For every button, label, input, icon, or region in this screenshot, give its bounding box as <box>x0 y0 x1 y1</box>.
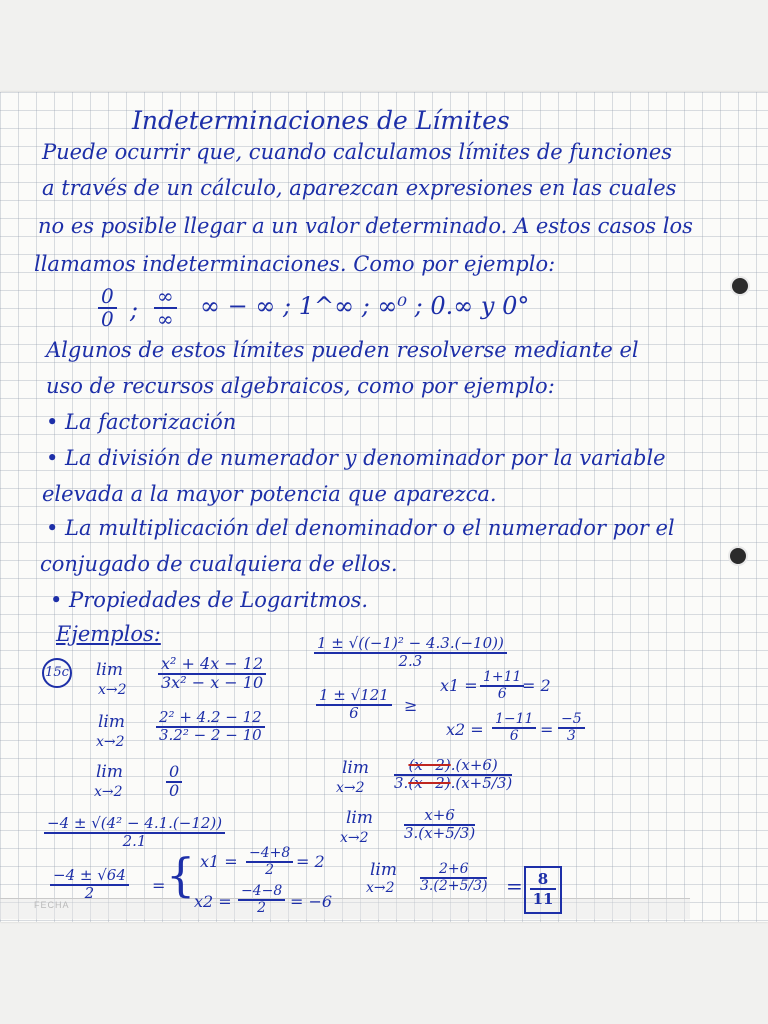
paragraph-line: no es posible llegar a un valor determinado. A estos casos los <box>38 214 693 238</box>
footer-date-label: FECHA <box>34 900 70 910</box>
exercise-number: 15c <box>42 658 72 688</box>
limit-expression: $\frac{\text{x² + 4x − 12}}{\text{3x² − x − 10}}$ <box>158 656 266 692</box>
lim-label: lim <box>342 758 369 778</box>
root-fraction: $\frac{-4-8}{2}$ <box>238 884 285 915</box>
bullet-item: • La multiplicación del denominador o el numerador por el <box>46 516 675 540</box>
form-zero-over-zero: $\frac{0}{0}$ <box>98 286 117 330</box>
factored-limit: $\frac{(x-2).(x+6)}{3.(x-2).(x+5/3)}$ <box>394 756 513 792</box>
quadratic-formula-left: $\frac{\text{−4 ± √(4² − 4.1.(−12))}}{2.1}$ <box>44 816 225 850</box>
page-title: Indeterminaciones de Límites <box>132 106 510 135</box>
binder-hole <box>728 546 748 566</box>
equals-sign: = <box>152 876 166 895</box>
lim-subscript: x→2 <box>96 734 125 750</box>
binder-hole <box>730 276 750 296</box>
approx-sign: ≥ <box>404 696 418 715</box>
root-fraction: $\frac{1-11}{6}$ <box>492 712 536 743</box>
lim-label: lim <box>96 660 123 680</box>
root-value: = 2 <box>522 676 551 695</box>
lim-subscript: x→2 <box>336 780 365 796</box>
form-separator: ; <box>130 296 139 324</box>
bullet-continuation: elevada a la mayor potencia que aparezca. <box>42 482 497 506</box>
lim-subscript: x→2 <box>98 682 127 698</box>
paragraph-line: Algunos de estos límites pueden resolverse mediante el <box>46 338 639 362</box>
root-label: x2 = <box>194 892 232 911</box>
sqrt-step-right: $\frac{1 \pm √121}{6}$ <box>316 688 392 722</box>
bullet-item: • La división de numerador y denominador por la variable <box>46 446 666 470</box>
paragraph-line: llamamos indeterminaciones. Como por ejemplo: <box>34 252 556 276</box>
root-value-fraction: $\frac{-5}{3}$ <box>558 712 585 743</box>
simplified-limit: $\frac{x+6}{3.(x+5/3)}$ <box>404 806 476 842</box>
limit-substitution: $\frac{\text{2² + 4.2 − 12}}{\text{3.2² − 2 − 10}}$ <box>156 710 265 744</box>
examples-heading: Ejemplos: <box>56 622 161 646</box>
root-label: x2 = <box>446 720 484 739</box>
bullet-continuation: conjugado de cualquiera de ellos. <box>40 552 398 576</box>
lim-label: lim <box>370 860 397 880</box>
root-value: = −6 <box>290 892 333 911</box>
boxed-answer: 8 11 <box>524 866 562 914</box>
lim-subscript: x→2 <box>366 880 395 896</box>
root-label: x1 = <box>440 676 478 695</box>
root-fraction: $\frac{-4+8}{2}$ <box>246 846 293 877</box>
evaluated-limit: $\frac{2+6}{3.(2+5/3)}$ <box>420 861 488 894</box>
bullet-item: • La factorización <box>46 410 237 434</box>
brace: { <box>166 848 196 902</box>
sqrt-step-left: $\frac{-4 \pm √64}{2}$ <box>50 868 129 902</box>
lim-label: lim <box>346 808 373 828</box>
paragraph-line: Puede ocurrir que, cuando calculamos límites de funciones <box>42 140 673 164</box>
equals-sign: = <box>540 720 554 739</box>
root-label: x1 = <box>200 852 238 871</box>
lim-subscript: x→2 <box>94 784 123 800</box>
forms-list: ∞ − ∞ ; 1^∞ ; ∞⁰ ; 0.∞ y 0° <box>200 292 530 320</box>
lim-label: lim <box>98 712 125 732</box>
form-inf-over-inf: ∞ ∞ <box>154 286 177 330</box>
root-value: = 2 <box>296 852 325 871</box>
lim-label: lim <box>96 762 123 782</box>
indeterminate-result: $\frac{0}{0}$ <box>166 764 182 800</box>
paragraph-line: a través de un cálculo, aparezcan expresiones en las cuales <box>42 176 677 200</box>
root-fraction: $\frac{1+11}{6}$ <box>480 670 524 701</box>
quadratic-formula-right: $\frac{\text{1 ± √((−1)² − 4.3.(−10))}}{2.3}$ <box>314 636 507 670</box>
lim-subscript: x→2 <box>340 830 369 846</box>
equals-sign: = <box>506 874 523 898</box>
bullet-item: • Propiedades de Logaritmos. <box>50 588 369 612</box>
paragraph-line: uso de recursos algebraicos, como por ejemplo: <box>46 374 555 398</box>
